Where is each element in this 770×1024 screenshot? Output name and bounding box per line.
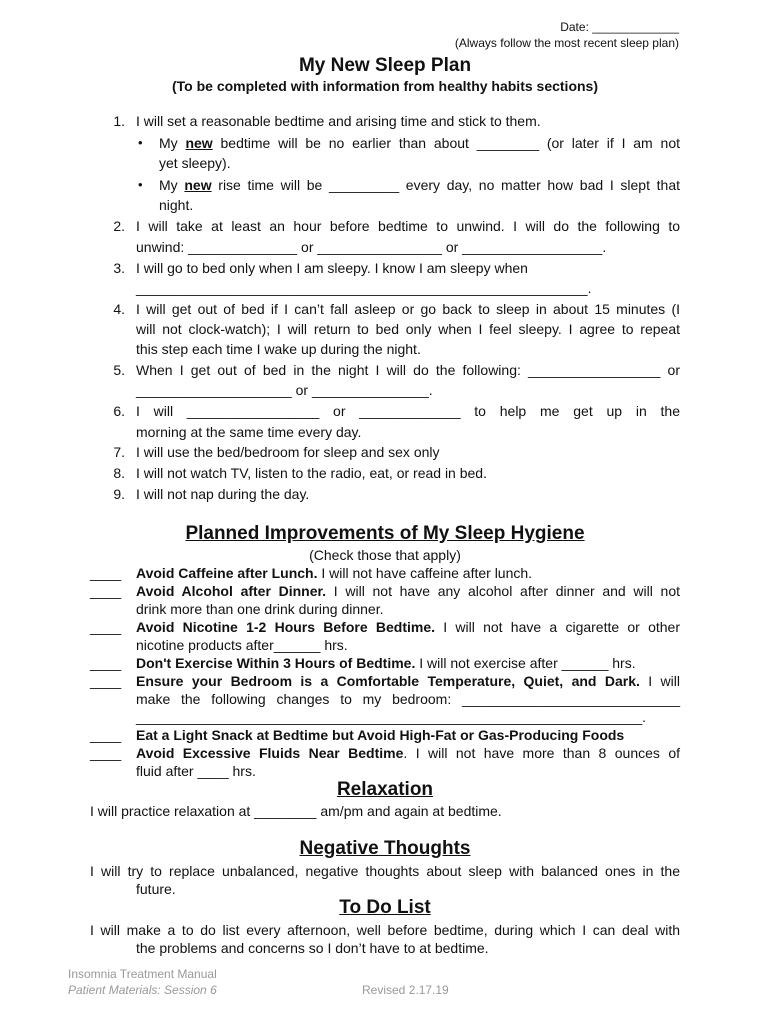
hygiene-item-cont: drink more than one drink during dinner.: [136, 601, 384, 617]
list-number: 5.: [113, 362, 125, 378]
checkbox-blank[interactable]: ____: [90, 727, 122, 743]
checkbox-blank[interactable]: ____: [90, 619, 122, 635]
negative-thoughts-text: I will try to replace unbalanced, negative thoughts about sleep with balanced ones in the: [90, 863, 680, 879]
hygiene-item: Avoid Nicotine 1-2 Hours Before Bedtime. I will not have a cigarette or other: [136, 619, 681, 635]
date-field: Date: _____________: [560, 20, 679, 34]
footer-manual: Insomnia Treatment Manual: [68, 967, 217, 981]
list-item: When I get out of bed in the night I will do the following: _________________ or: [136, 362, 680, 378]
list-subitem: My new rise time will be _________ every day, no matter how bad I slept that: [159, 177, 681, 193]
negative-thoughts-title: Negative Thoughts: [299, 838, 471, 859]
checkbox-blank[interactable]: ____: [90, 655, 122, 671]
hygiene-item: Avoid Alcohol after Dinner. I will not have any alcohol after dinner and will not: [136, 583, 680, 599]
bullet-icon: •: [138, 135, 143, 150]
relaxation-text: I will practice relaxation at ________ am/pm and again at bedtime.: [90, 803, 502, 819]
checkbox-blank[interactable]: ____: [90, 565, 122, 581]
list-item: I will set a reasonable bedtime and arising time and stick to them.: [136, 113, 541, 129]
hygiene-title: Planned Improvements of My Sleep Hygiene: [185, 523, 585, 544]
list-item-cont: this step each time I wake up during the night.: [136, 341, 421, 357]
list-item: I will take at least an hour before bedtime to unwind. I will do the following to: [136, 218, 680, 234]
list-number: 3.: [113, 260, 125, 276]
hygiene-item: Avoid Caffeine after Lunch. I will not have caffeine after lunch.: [136, 565, 533, 581]
list-item-cont: morning at the same time every day.: [136, 424, 362, 440]
list-item-cont: unwind: ______________ or ________________ or __________________.: [136, 239, 607, 255]
hygiene-note: (Check those that apply): [309, 547, 461, 563]
list-item: I will not watch TV, listen to the radio, eat, or read in bed.: [136, 465, 487, 481]
list-subitem-cont: yet sleepy).: [159, 155, 231, 171]
checkbox-blank[interactable]: ____: [90, 745, 122, 761]
hygiene-item-cont: make the following changes to my bedroom: ____________________________: [136, 691, 680, 707]
hygiene-item: Ensure your Bedroom is a Comfortable Temperature, Quiet, and Dark. I will: [136, 673, 680, 689]
list-number: 7.: [113, 444, 125, 460]
checkbox-blank[interactable]: ____: [90, 583, 122, 599]
list-item: I will go to bed only when I am sleepy. I know I am sleepy when: [136, 260, 528, 276]
list-number: 6.: [113, 403, 125, 419]
hygiene-item-cont: nicotine products after______ hrs.: [136, 637, 348, 653]
relaxation-title: Relaxation: [336, 779, 434, 800]
checkbox-blank[interactable]: ____: [90, 673, 122, 689]
plan-note: (Always follow the most recent sleep plan): [454, 36, 679, 50]
negative-thoughts-text-cont: future.: [136, 881, 176, 897]
hygiene-item-cont: fluid after ____ hrs.: [136, 763, 256, 779]
list-item-cont: will not clock-watch); I will return to bed only when I feel sleepy. I agree to repeat: [136, 321, 680, 337]
list-item: I will not nap during the day.: [136, 486, 310, 502]
footer-session: Patient Materials: Session 6: [68, 983, 217, 997]
list-item-cont: ____________________ or _______________.: [136, 382, 433, 398]
page-subtitle: (To be completed with information from healthy habits sections): [172, 78, 598, 94]
list-item-cont: __________________________________________________________.: [136, 280, 592, 296]
hygiene-item: Avoid Excessive Fluids Near Bedtime. I will not have more than 8 ounces of: [136, 745, 680, 761]
list-item: I will use the bed/bedroom for sleep and sex only: [136, 444, 440, 460]
todo-text: I will make a to do list every afternoon, well before bedtime, during which I can deal with: [90, 922, 680, 938]
hygiene-item: Don't Exercise Within 3 Hours of Bedtime. I will not exercise after ______ hrs.: [136, 655, 636, 671]
list-number: 9.: [113, 486, 125, 502]
list-number: 2.: [113, 218, 125, 234]
list-number: 1.: [113, 113, 125, 129]
list-number: 4.: [113, 301, 125, 317]
list-item: I will _________________ or _____________ to help me get up in the: [136, 403, 680, 419]
page-title: My New Sleep Plan: [298, 55, 472, 76]
list-subitem: My new bedtime will be no earlier than about ________ (or later if I am not: [159, 135, 680, 151]
hygiene-item-cont: _________________________________________________________________.: [136, 709, 646, 725]
bullet-icon: •: [138, 177, 143, 192]
hygiene-item: Eat a Light Snack at Bedtime but Avoid High-Fat or Gas-Producing Foods: [136, 727, 625, 743]
todo-text-cont: the problems and concerns so I don’t have to at bedtime.: [136, 940, 489, 956]
list-subitem-cont: night.: [159, 197, 194, 213]
list-item: I will get out of bed if I can’t fall asleep or go back to sleep in about 15 minutes (I: [136, 301, 680, 317]
footer-revised: Revised 2.17.19: [362, 983, 449, 997]
todo-title: To Do List: [339, 897, 431, 918]
list-number: 8.: [113, 465, 125, 481]
